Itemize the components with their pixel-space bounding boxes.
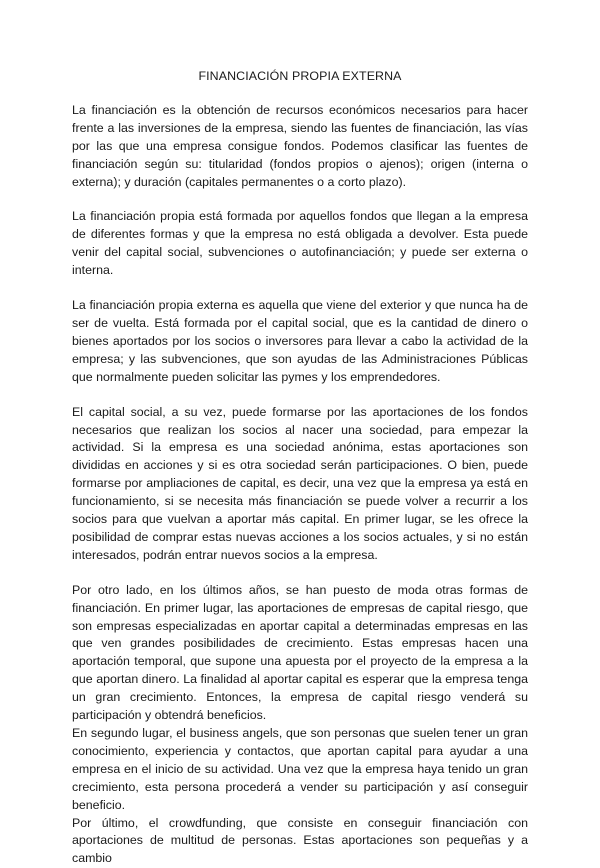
paragraph-capital-riesgo: Por otro lado, en los últimos años, se han puesto de moda otras formas de financiación. En primer lugar, las aportaciones de empresas de capital riesgo, que son empresas especializadas en aportar capital a determinadas empresas en las que ven grandes posibilidades de crecimiento. Estas empresas hacen una aportación temporal, que supone una apuesta por el proyecto de la empresa a la que aportan dinero. La finalidad al aportar capital es esperar que la empresa tenga un gran crecimiento. Entonces, la empresa de capital riesgo venderá su participación y obtendrá beneficios. xyxy=(72,582,528,723)
document-page xyxy=(72,68,528,868)
paragraph-intro: La financiación es la obtención de recursos económicos necesarios para hacer frente a las inversiones de la empresa, siendo las fuentes de financiación, las vías por las que una empresa consigue fondos. Podemos clasificar las fuentes de financiación según su: titularidad (fondos propios o ajenos); origen (interna o externa); y duración (capitales permanentes o a corto plazo). xyxy=(72,102,528,189)
paragraph-financiacion-propia: La financiación propia está formada por aquellos fondos que llegan a la empresa de diferentes formas y que la empresa no está obligada a devolver. Esta puede venir del capital social, subvenciones o autofinanciación; y puede ser externa o interna. xyxy=(72,209,528,278)
paragraph-business-angels: En segundo lugar, el business angels, que son personas que suelen tener un gran conocimiento, experiencia y contactos, que aportan capital para ayudar a una empresa en el inicio de su actividad. Una vez que la empresa haya tenido un gran crecimiento, esta persona procederá a vender su participación y así conseguir beneficio. xyxy=(72,726,528,812)
paragraph-crowdfunding: Por último, el crowdfunding, que consiste en conseguir financiación con aportaciones de multitud de personas. Estas aportaciones son pequeñas y a cambio xyxy=(72,815,528,866)
paragraph-capital-social: El capital social, a su vez, puede formarse por las aportaciones de los fondos necesarios que realizan los socios al nacer una sociedad, para empezar la actividad. Si la empresa es una sociedad anónima, estas aportaciones son divididas en acciones y si es otra sociedad serán participaciones. O bien, puede formarse por ampliaciones de capital, es decir, una vez que la empresa ya está en funcionamiento, si se necesita más financiación se puede volver a recurrir a los socios para que vuelvan a aportar más capital. En primer lugar, se les ofrece la posibilidad de comprar estas nuevas acciones a los socios actuales, y si no están interesados, podrán entrar nuevos socios a la empresa. xyxy=(72,404,528,562)
paragraph-financiacion-externa: La financiación propia externa es aquella que viene del exterior y que nunca ha de ser de vuelta. Está formada por el capital social, que es la cantidad de dinero o bienes aportados por los socios o inversores para llevar a cabo la actividad de la empresa; y las subvenciones, que son ayudas de las Administraciones Públicas que normalmente pueden solicitar las pymes y los emprendedores. xyxy=(72,298,528,384)
document-title: FINANCIACIÓN PROPIA EXTERNA xyxy=(198,69,402,83)
